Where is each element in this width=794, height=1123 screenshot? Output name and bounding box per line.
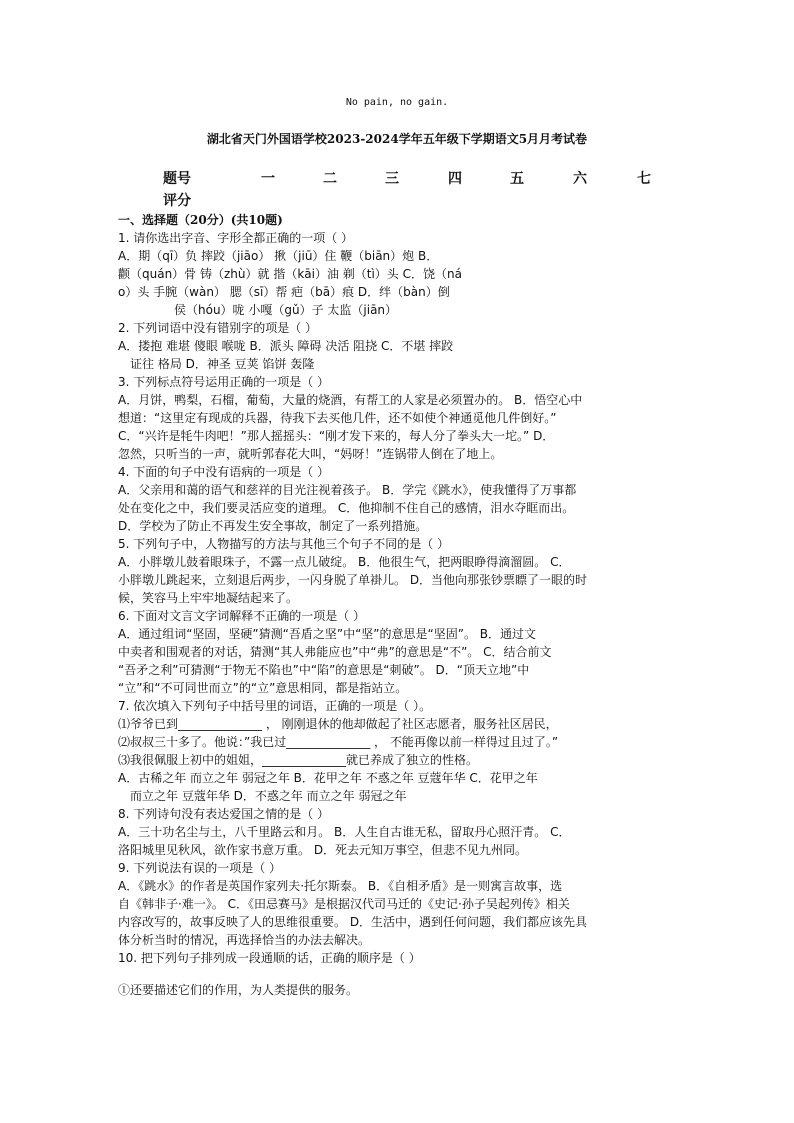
question-3-options-d: 忽然，只听当的一声，就听郭春花大叫，“妈呀！”连锅带人倒在了地上。	[118, 447, 503, 461]
question-9-options-b: 自《韩非子·难一》。 C．《田忌赛马》是根据汉代司马迁的《史记·孙子吴起列传》相关	[118, 897, 570, 911]
score-col-2: 二	[323, 171, 337, 187]
question-9-options-d: 体分析当时的情况，再选择恰当的办法去解决。	[118, 933, 371, 947]
question-9-options-c: 内容改写的，故事反映了人的思维很重要。 D．生活中，遇到任何问题，我们都应该先具	[118, 915, 588, 929]
question-8-options-a: A．三十功名尘与土，八千里路云和月。 B．人生自古谁无私，留取丹心照汗青。 C．	[118, 825, 571, 839]
question-1-options-b: 颧（quán）骨 铸（zhù）就 揩（kāi）油 剃（tì）头 C．饶（ná	[118, 267, 462, 281]
score-col-1: 一	[261, 171, 275, 187]
question-7-options-a: A．古稀之年 而立之年 弱冠之年 B．花甲之年 不惑之年 豆蔻年华 C．花甲之年	[118, 771, 538, 785]
question-7-sentence-2: ⑵叔叔三十多了。他说：”我已过______________ ， 不能再像以前一样得过且过了。”	[118, 735, 559, 749]
question-6-options-a: A．通过组词“坚固，坚硬”猜测“吾盾之坚”中“坚”的意思是“坚固”。 B．通过文	[118, 627, 536, 641]
score-table-header-row	[163, 168, 663, 186]
question-4-options-b: 处在变化之中，我们要灵活应变的道理。 C．他抑制不住自己的感情，泪水夺眶而出。	[118, 501, 575, 515]
question-5-options-c: 候，笑容马上牢牢地凝结起来了。	[118, 591, 299, 605]
question-5-options-b: 小胖墩儿跳起来，立刻退后两步，一闪身脱了单褂儿。 D．当他向那张钞票瞟了一眼的时	[118, 573, 588, 587]
question-7-sentence-3: ⑶我很佩服上初中的姐姐，______________就已养成了独立的性格。	[118, 753, 479, 767]
question-9-options-a: A．《跳水》的作者是英国作家列夫·托尔斯泰。 B．《自相矛盾》是一则寓言故事，选	[118, 879, 563, 893]
score-col-5: 五	[510, 171, 524, 187]
question-8: 8. 下列诗句没有表达爱国之情的是（ ）	[118, 807, 330, 821]
question-2: 2. 下列词语中没有错别字的项是（ ）	[118, 321, 318, 335]
question-3-options-a: A．月饼，鸭梨，石榴，葡萄，大量的烧酒，有帮工的人家是必须置办的。 B．悟空心中	[118, 393, 583, 407]
question-8-options-b: 洛阳城里见秋风，欲作家书意万重。 D．死去元知万事空，但悲不见九州同。	[118, 843, 528, 857]
question-3-options-b: 想道：“这里定有现成的兵器，待我下去买他几件，还不如使个神通觅他几件倒好。”	[118, 411, 557, 425]
score-col-4: 四	[448, 171, 462, 187]
question-6-options-c: “吾矛之利”可猜测“于物无不陷也”中“陷”的意思是“刺破”。 D．“顶天立地”中	[118, 663, 530, 677]
question-1-options-c: o）头 手腕（wàn） 腮（sī）帮 疤（bā）痕 D．绊（bàn）倒	[118, 285, 450, 299]
question-1-options-d: 侯（hóu）咙 小嘎（gǔ）子 太监（jiān）	[174, 303, 398, 317]
question-body	[118, 211, 678, 999]
score-col-3: 三	[385, 171, 399, 187]
question-7-options-b: 而立之年 豆蔻年华 D．不惑之年 而立之年 弱冠之年	[130, 789, 407, 803]
question-5-options-a: A．小胖墩儿鼓着眼珠子，不露一点儿破绽。 B．他很生气，把两眼睁得滴溜圆。 C．	[118, 555, 571, 569]
question-5: 5. 下列句子中，人物描写的方法与其他三个句子不同的是（ ）	[118, 537, 450, 551]
question-4-options-c: D．学校为了防止不再发生安全事故，制定了一系列措施。	[118, 519, 428, 533]
question-2-options-a: A．搂抱 难堪 傻眼 喉咙 B．派头 障碍 决活 阻挠 C．不堪 摔跤	[118, 339, 454, 353]
question-10: 10. 把下列句子排列成一段通顺的话，正确的顺序是（ ）	[118, 951, 421, 965]
motto: No pain, no gain.	[345, 97, 449, 108]
score-col-6: 六	[573, 171, 587, 187]
question-4-options-a: A．父亲用和蔼的语气和慈祥的目光注视着孩子。 B．学完《跳水》，使我懂得了万事都	[118, 483, 577, 497]
section-heading: 一、选择题（20分）(共10题)	[118, 213, 283, 227]
question-3-options-c: C．“兴许是牦牛肉吧！”那人摇摇头：“刚才发下来的，每人分了拳头大一坨。” D．	[118, 429, 555, 443]
question-1-options-a: A．期（qī）负 摔跤（jiāo） 揪（jiū）住 鞭（biān）炮 B．	[118, 249, 439, 263]
score-row-label: 题号	[163, 171, 191, 187]
score-col-7: 七	[637, 171, 651, 187]
question-9: 9. 下列说法有误的一项是（ ）	[118, 861, 282, 875]
exam-title: 湖北省天门外国语学校2023-2024学年五年级下学期语文5月月考试卷	[206, 132, 588, 146]
question-10-sentence-1: ①还要描述它们的作用，为人类提供的服务。	[118, 983, 359, 997]
question-7-sentence-1: ⑴爷爷已到______________ ， 刚刚退休的他却做起了社区志愿者，服务社区居民，	[118, 717, 558, 731]
score-row-label-2: 评分	[163, 193, 191, 209]
question-7: 7. 依次填入下列句子中括号里的词语，正确的一项是（ ）。	[118, 699, 432, 713]
question-6: 6. 下面对文言文字词解释不正确的一项是（ ）	[118, 609, 366, 623]
question-2-options-b: 证往 格局 D．神圣 豆荚 馅饼 轰隆	[130, 357, 315, 371]
question-6-options-d: “立”和“不可同世而立”的“立”意思相同，都是指站立。	[118, 681, 408, 695]
question-4: 4. 下面的句子中没有语病的一项是（ ）	[118, 465, 330, 479]
question-3: 3. 下列标点符号运用正确的一项是（ ）	[118, 375, 330, 389]
question-6-options-b: 中卖者和围观者的对话，猜测“其人弗能应也”中“弗”的意思是“不”。 C．结合前文	[118, 645, 552, 659]
question-1: 1. 请你选出字音、字形全都正确的一项（ ）	[118, 231, 354, 245]
